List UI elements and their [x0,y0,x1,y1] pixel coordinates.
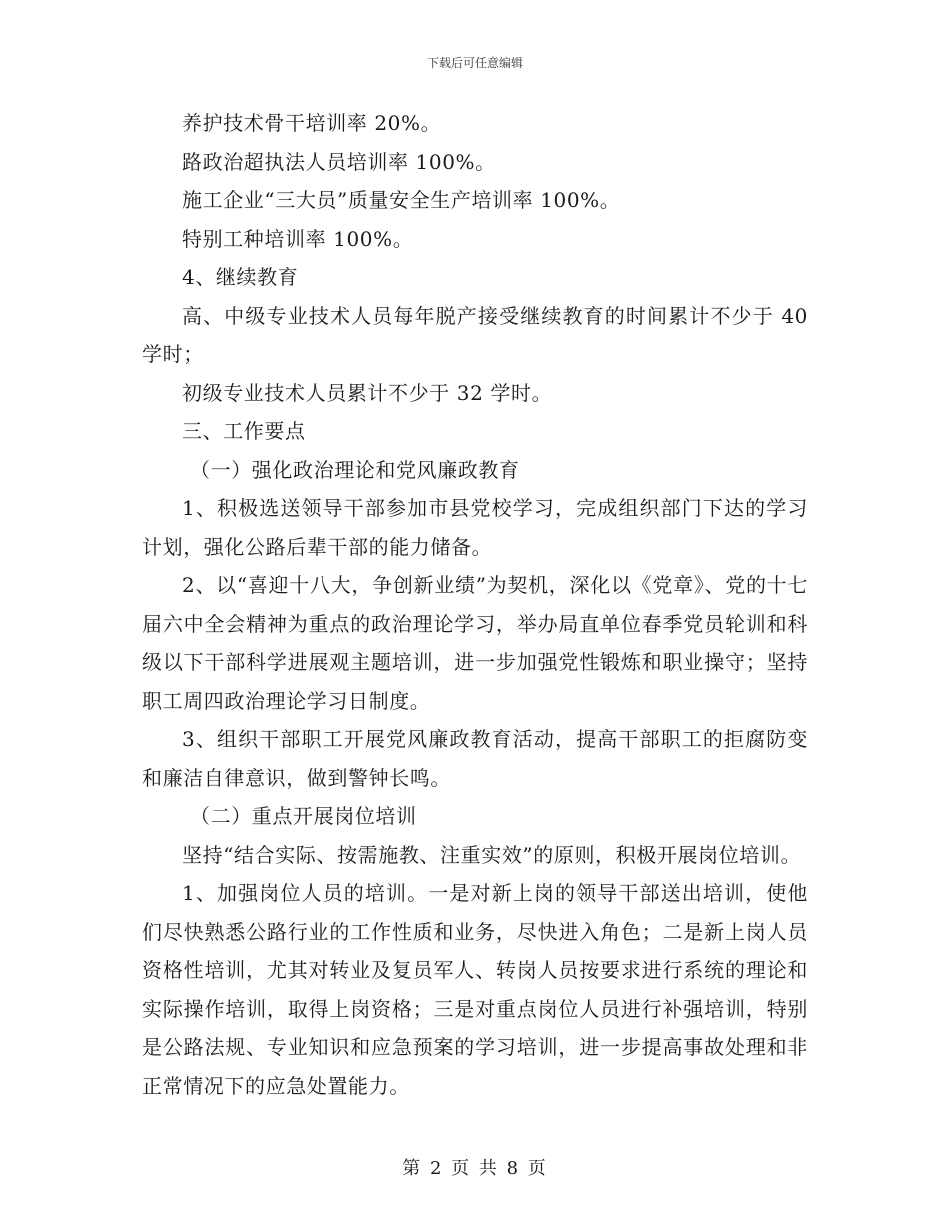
subsection-heading-post-training: （二）重点开展岗位培训 [190,804,417,828]
section-heading-work-points: 三、工作要点 [182,419,306,443]
document-body [142,104,808,1105]
subsection-heading-political-education: （一）强化政治理论和党风廉政教育 [190,457,520,482]
paragraph-senior-staff-hours: 高、中级专业技术人员每年脱产接受继续教育的时间累计不少于 40 学时； [142,303,808,366]
paragraph-special-trade-training-rate: 特别工种培训率 100%。 [182,226,414,251]
paragraph-political-theory-study: 2、以“喜迎十八大，争创新业绩”为契机，深化以《党章》、党的十七届六中全会精神为重点的政治理论学习，举办局直单位春季党员轮训和科级以下干部科学进展观主题培训，进一步加强党性锻炼和职业操守；坚持职工周四政治理论学习日制度。 [142,573,808,713]
paragraph-post-staff-training: 1、加强岗位人员的培训。一是对新上岗的领导干部送出培训，使他们尽快熟悉公路行业的工作性质和业务，尽快进入角色；二是新上岗人员资格性培训，尤其对转业及复员军人、转岗人员按要求进行系统的理论和实际操作培训，取得上岗资格；三是对重点岗位人员进行补强培训，特别是公路法规、专业知识和应急预案的学习培训，进一步提高事故处理和非正常情况下的应急处置能力。 [142,881,808,1098]
section-heading-continuing-education: 4、继续教育 [182,265,299,289]
paragraph-road-enforcement-training-rate: 路政治超执法人员培训率 100%。 [182,149,496,174]
paragraph-junior-staff-hours: 初级专业技术人员累计不少于 32 学时。 [182,380,553,405]
page-header: 下载后可任意编辑 [426,56,523,70]
paragraph-construction-staff-training-rate: 施工企业“三大员”质量安全生产培训率 100%。 [182,188,621,212]
paragraph-maintenance-training-rate: 养护技术骨干培训率 20%。 [182,111,442,135]
paragraph-integrity-education: 3、组织干部职工开展党风廉政教育活动，提高干部职工的拒腐防变和廉洁自律意识，做到警钟长鸣。 [142,727,808,790]
page-number-footer: 第 2 页 共 8 页 [402,1158,548,1179]
paragraph-party-school: 1、积极选送领导干部参加市县党校学习，完成组织部门下达的学习计划，强化公路后辈干部的能力储备。 [142,496,808,559]
paragraph-post-training-principle: 坚持“结合实际、按需施教、注重实效”的原则，积极开展岗位培训。 [182,842,802,867]
